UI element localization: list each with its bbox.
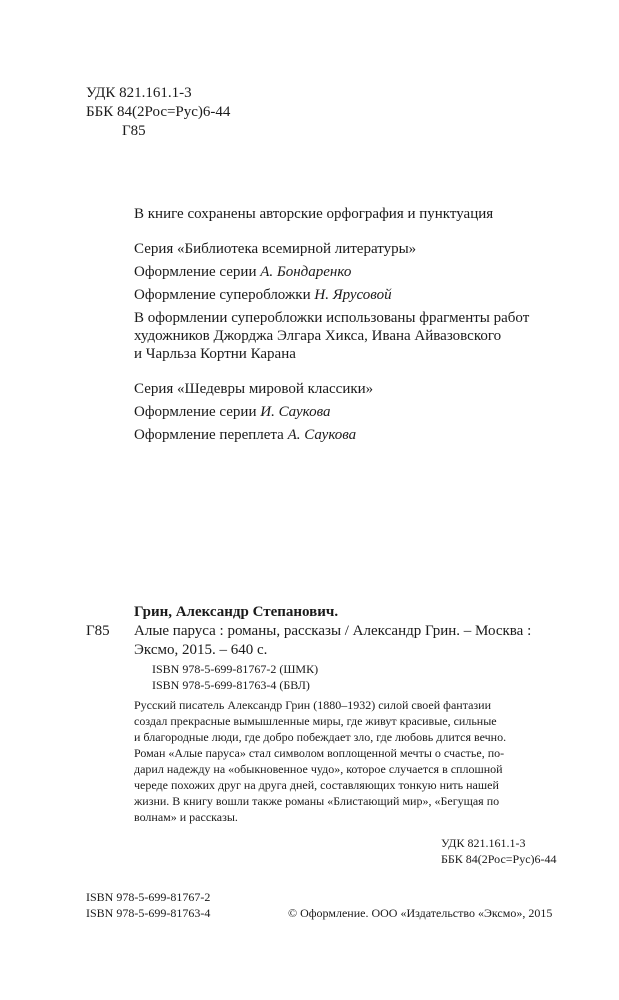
jacket-design (134, 286, 392, 305)
series-2-design-name: И. Саукова (260, 404, 331, 420)
jacket-design-name: Н. Ярусовой (314, 287, 392, 303)
spelling-note: В книге сохранены авторские орфография и пунктуация (134, 206, 494, 222)
bottom-isbn-2: ISBN 978-5-699-81763-4 (86, 906, 211, 920)
series-1-design-name: А. Бондаренко (260, 264, 352, 280)
binding-design-label: Оформление переплета (134, 427, 288, 443)
fragments-line-3: и Чарльза Кортни Карана (134, 346, 296, 362)
series-2-design-label: Оформление серии (134, 404, 261, 420)
binding-design (134, 426, 356, 445)
catalog-isbn-1: ISBN 978-5-699-81767-2 (ШМК) (152, 662, 319, 676)
binding-design-name: А. Саукова (287, 427, 357, 443)
bbk-code: ББК 84(2Рос=Рус)6-44 (86, 104, 231, 120)
catalog-isbn-2: ISBN 978-5-699-81763-4 (БВЛ) (152, 678, 310, 692)
catalog-title-line-2: Эксмо, 2015. – 640 с. (134, 642, 268, 658)
series-2-design (134, 403, 331, 422)
catalog-author-heading (134, 603, 338, 622)
annotation-line-6: череде похожих друг на друга дней, составляющих тонкую нить нашей (134, 778, 499, 792)
fragments-line-1: В оформлении суперобложки использованы фрагменты работ (134, 310, 530, 326)
catalog-bbk: ББК 84(2Рос=Рус)6-44 (441, 852, 557, 866)
bottom-isbn-1: ISBN 978-5-699-81767-2 (86, 890, 211, 904)
annotation-line-4: Роман «Алые паруса» стал символом воплощенной мечты о счастье, по- (134, 746, 505, 760)
annotation-line-7: жизни. В книгу вошли также романы «Блистающий мир», «Бегущая по (134, 794, 500, 808)
udk-code: УДК 821.161.1-3 (86, 85, 192, 101)
catalog-author-mark: Г85 (86, 623, 110, 639)
annotation-line-2: создал прекрасные вымышленные миры, где живут красивые, сильные (134, 714, 497, 728)
catalog-udk: УДК 821.161.1-3 (441, 836, 526, 850)
series-1-title: Серия «Библиотека всемирной литературы» (134, 241, 417, 257)
catalog-title-line-1: Алые паруса : романы, рассказы / Александр Грин. – Москва : (134, 623, 532, 639)
copyright-line: © Оформление. ООО «Издательство «Эксмо», 2015 (288, 906, 553, 920)
series-1-design-label: Оформление серии (134, 264, 261, 280)
author-mark: Г85 (122, 123, 146, 139)
jacket-design-label: Оформление суперобложки (134, 287, 315, 303)
series-1-design (134, 263, 351, 282)
annotation-line-1: Русский писатель Александр Грин (1880–1932) силой своей фантазии (134, 698, 492, 712)
annotation-line-8: волнам» и рассказы. (134, 810, 238, 824)
catalog-author-heading-text: Грин, Александр Степанович. (134, 604, 339, 620)
annotation-line-5: дарил надежду на «обыкновенное чудо», которое случается в сплошной (134, 762, 503, 776)
fragments-line-2: художников Джорджа Элгара Хикса, Ивана Айвазовского (134, 328, 502, 344)
series-2-title: Серия «Шедевры мировой классики» (134, 381, 374, 397)
annotation-line-3: и благородные люди, где добро побеждает зло, где любовь длится вечно. (134, 730, 507, 744)
